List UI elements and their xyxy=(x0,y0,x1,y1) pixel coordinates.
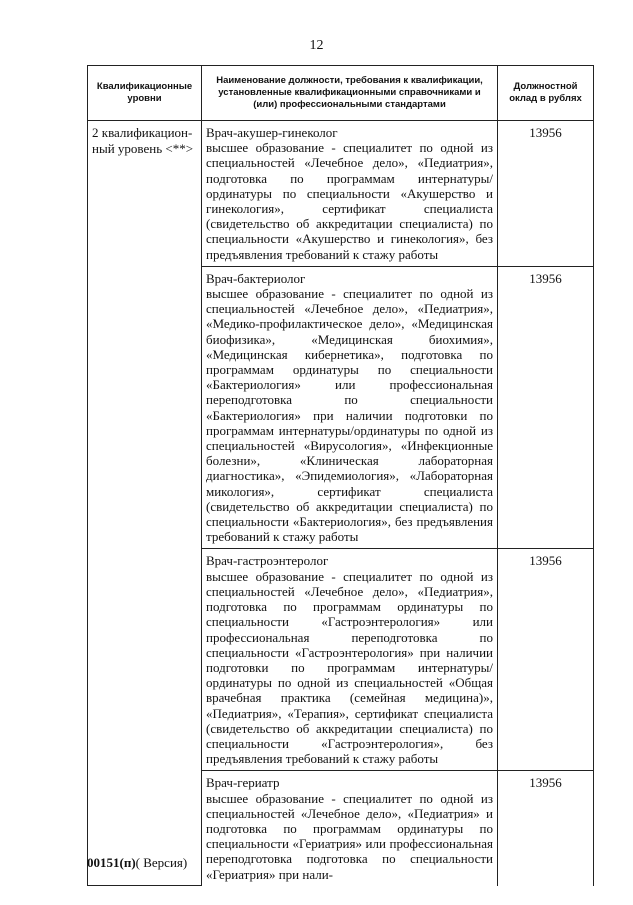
table-header-row xyxy=(88,66,594,121)
document-code: 00151(п) xyxy=(87,855,136,870)
position-requirements: высшее образование - специалитет по одной из специальностей «Лечебное дело», «Педиатрия», подготовка по программам ординатуры по специальности «Гастроэнтерология» или профессиональная переподготовка по специальности «Гастроэнтерология» при наличии подготовки по программам интернатуры/ординатуры по одной из специальностей «Общая врачебная практика (семейная медицина)», «Педиатрия», «Терапия», сертификат специалиста (свидетельство об аккредитации специалиста) по специальности «Гастроэнтерология», без предъявления требований к стажу работы xyxy=(206,568,493,767)
header-salary: Должностной оклад в рублях xyxy=(498,66,594,121)
position-requirements: высшее образование - специалитет по одной из специальностей «Лечебное дело», «Педиатрия» и подготовка по программам ординатуры по специальности «Гериатрия» или профессиональная переподготовка подготовка по специальности «Гериатрия» при нали- xyxy=(206,790,493,882)
qualification-table xyxy=(87,65,594,886)
header-position: Наименование должности, требования к квалификации, установленные квалификационными справочниками и (или) профессиональными стандартами xyxy=(202,66,498,121)
salary-value: 13956 xyxy=(498,771,594,886)
position-description xyxy=(202,549,498,771)
position-title: Врач-бактериолог xyxy=(206,270,306,286)
position-title: Врач-гериатр xyxy=(206,775,280,791)
position-description xyxy=(202,121,498,267)
document-version: ( Версия) xyxy=(135,855,188,870)
salary-value: 13956 xyxy=(498,121,594,267)
header-level: Квалификационные уровни xyxy=(88,66,202,121)
salary-value: 13956 xyxy=(498,549,594,771)
salary-value: 13956 xyxy=(498,266,594,549)
qualification-level: 2 квалификацион-ный уровень <**> xyxy=(88,121,202,886)
position-title: Врач-акушер-гинеколог xyxy=(206,125,338,140)
table-row xyxy=(88,121,594,267)
position-requirements: высшее образование - специалитет по одной из специальностей «Лечебное дело», «Педиатрия», «Медико-профилактическое дело», «Медицинская биофизика», «Медицинская биохимия», «Медицинская кибернетика», подготовка по программам ординатуры по специальности «Бактериология» или профессиональная переподготовка по специальности «Бактериология» при наличии подготовки по программам интернатуры/ординатуры по одной из специальностей «Вирусология», «Инфекционные болезни», «Клиническая лабораторная диагностика», «Эпидемиология», «Лабораторная микология», сертификат специалиста (свидетельство об аккредитации специалиста) по специальности «Бактериология», без предъявления требований к стажу работы xyxy=(206,286,493,545)
position-description xyxy=(202,771,498,886)
position-requirements: высшее образование - специалитет по одной из специальностей «Лечебное дело», «Педиатрия», подготовка по программам интернатуры/ординатуры по специальности «Акушерство и гинекология», сертификат специалиста (свидетельство об аккредитации специалиста) по специальности «Акушерство и гинекология», без предъявления требований к стажу работы xyxy=(206,140,493,262)
page-number: 12 xyxy=(309,38,324,53)
position-title: Врач-гастроэнтеролог xyxy=(206,553,329,569)
document-footer xyxy=(87,855,187,871)
position-description xyxy=(202,266,498,549)
